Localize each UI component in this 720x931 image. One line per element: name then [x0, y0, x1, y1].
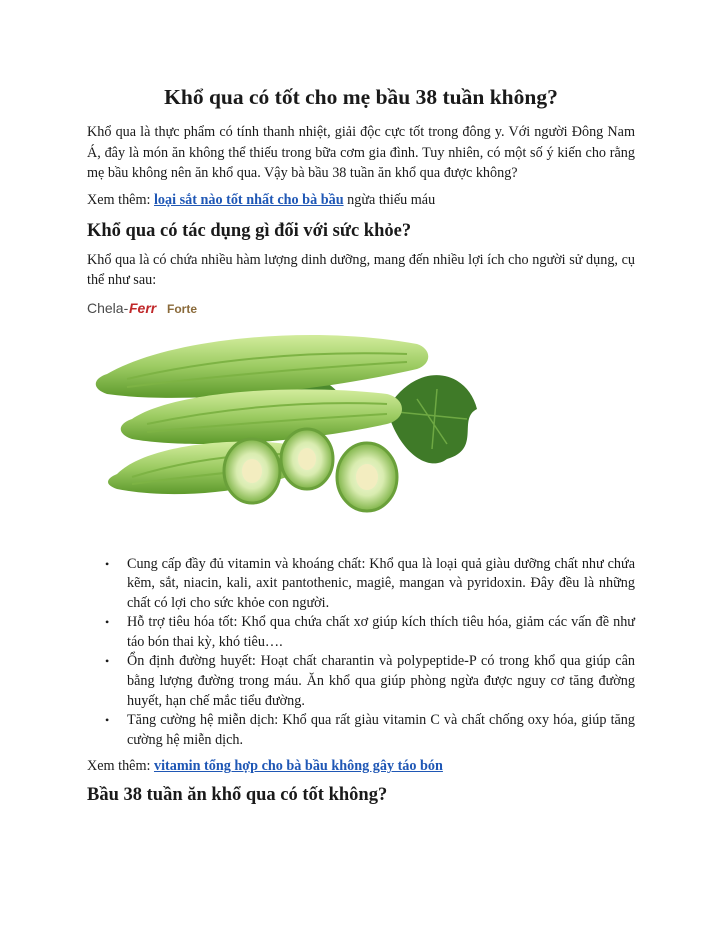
bullet-icon: •: [105, 615, 110, 630]
list-item-text: Tăng cường hệ miễn dịch: Khổ qua rất giàu vitamin C và chất chống oxy hóa, giúp tăng cường hệ miễn dịch.: [127, 712, 635, 748]
list-item-text: Cung cấp đầy đủ vitamin và khoáng chất: Khổ qua là loại quả giàu dưỡng chất như chứa kẽm, sắt, niacin, kali, axit pantothenic, magiê, mangan và pyridoxin. Đây đều là những chất có lợi cho sức khỏe con người.: [127, 555, 635, 611]
document-body: [87, 82, 635, 814]
section-1-heading: Khổ qua có tác dụng gì đối với sức khỏe?: [87, 220, 412, 241]
brand-chela: Chela-: [87, 299, 129, 316]
see-also-1-link[interactable]: loại sắt nào tốt nhất cho bà bầu: [153, 191, 344, 208]
see-also-1-suffix: ngừa thiếu máu: [343, 191, 436, 208]
see-also-1: [87, 190, 635, 210]
see-also-1-prefix: Xem thêm:: [87, 191, 154, 208]
bitter-melon-image: [87, 299, 487, 549]
intro-paragraph: Khổ qua là thực phẩm có tính thanh nhiệt, giải độc cực tốt trong đông y. Với người Đông Nam Á, đây là món ăn không thể thiếu trong bữa cơm gia đình. Tuy nhiên, có một số ý kiến cho rằng mẹ bầu không nên ăn khổ qua. Vậy bà bầu 38 tuần ăn khổ qua được không?: [87, 124, 635, 181]
bitter-melon-illustration: [87, 299, 487, 549]
list-item: [87, 555, 635, 614]
list-item: [87, 711, 635, 750]
list-item-text: Ổn định đường huyết: Hoạt chất charantin và polypeptide-P có trong khổ qua giúp cân bằng lượng đường trong máu. Ăn khổ qua giúp phòng ngừa được nguy cơ tăng đường huyết, hạn chế mắc tiểu đường.: [127, 653, 635, 709]
list-item: [87, 652, 635, 711]
brand-ferr: Ferr: [129, 299, 157, 316]
bullet-icon: •: [105, 556, 110, 571]
see-also-2-link[interactable]: vitamin tổng hợp cho bà bầu không gây táo bón: [153, 758, 443, 775]
brand-forte: Forte: [167, 301, 197, 316]
bullet-icon: •: [105, 713, 110, 728]
slice-2-core: [298, 448, 316, 470]
list-item: [87, 613, 635, 652]
gourd-back: [96, 335, 429, 398]
list-item-text: Hỗ trợ tiêu hóa tốt: Khổ qua chứa chất xơ giúp kích thích tiêu hóa, giảm các vấn đề như táo bón thai kỳ, khó tiêu….: [127, 614, 635, 650]
see-also-2-prefix: Xem thêm:: [87, 758, 154, 775]
slice-3-core: [356, 464, 378, 490]
see-also-2: [87, 756, 635, 776]
bullet-icon: •: [105, 654, 110, 669]
section-1-paragraph: Khổ qua là có chứa nhiều hàm lượng dinh dưỡng, mang đến nhiều lợi ích cho người sử dụng, cụ thể như sau:: [87, 251, 635, 288]
section-2-heading: Bầu 38 tuần ăn khổ qua có tốt không?: [87, 785, 388, 806]
page-title: Khổ qua có tốt cho mẹ bầu 38 tuần không?: [164, 85, 558, 109]
slice-1-core: [242, 459, 262, 483]
benefits-list: [87, 555, 635, 751]
